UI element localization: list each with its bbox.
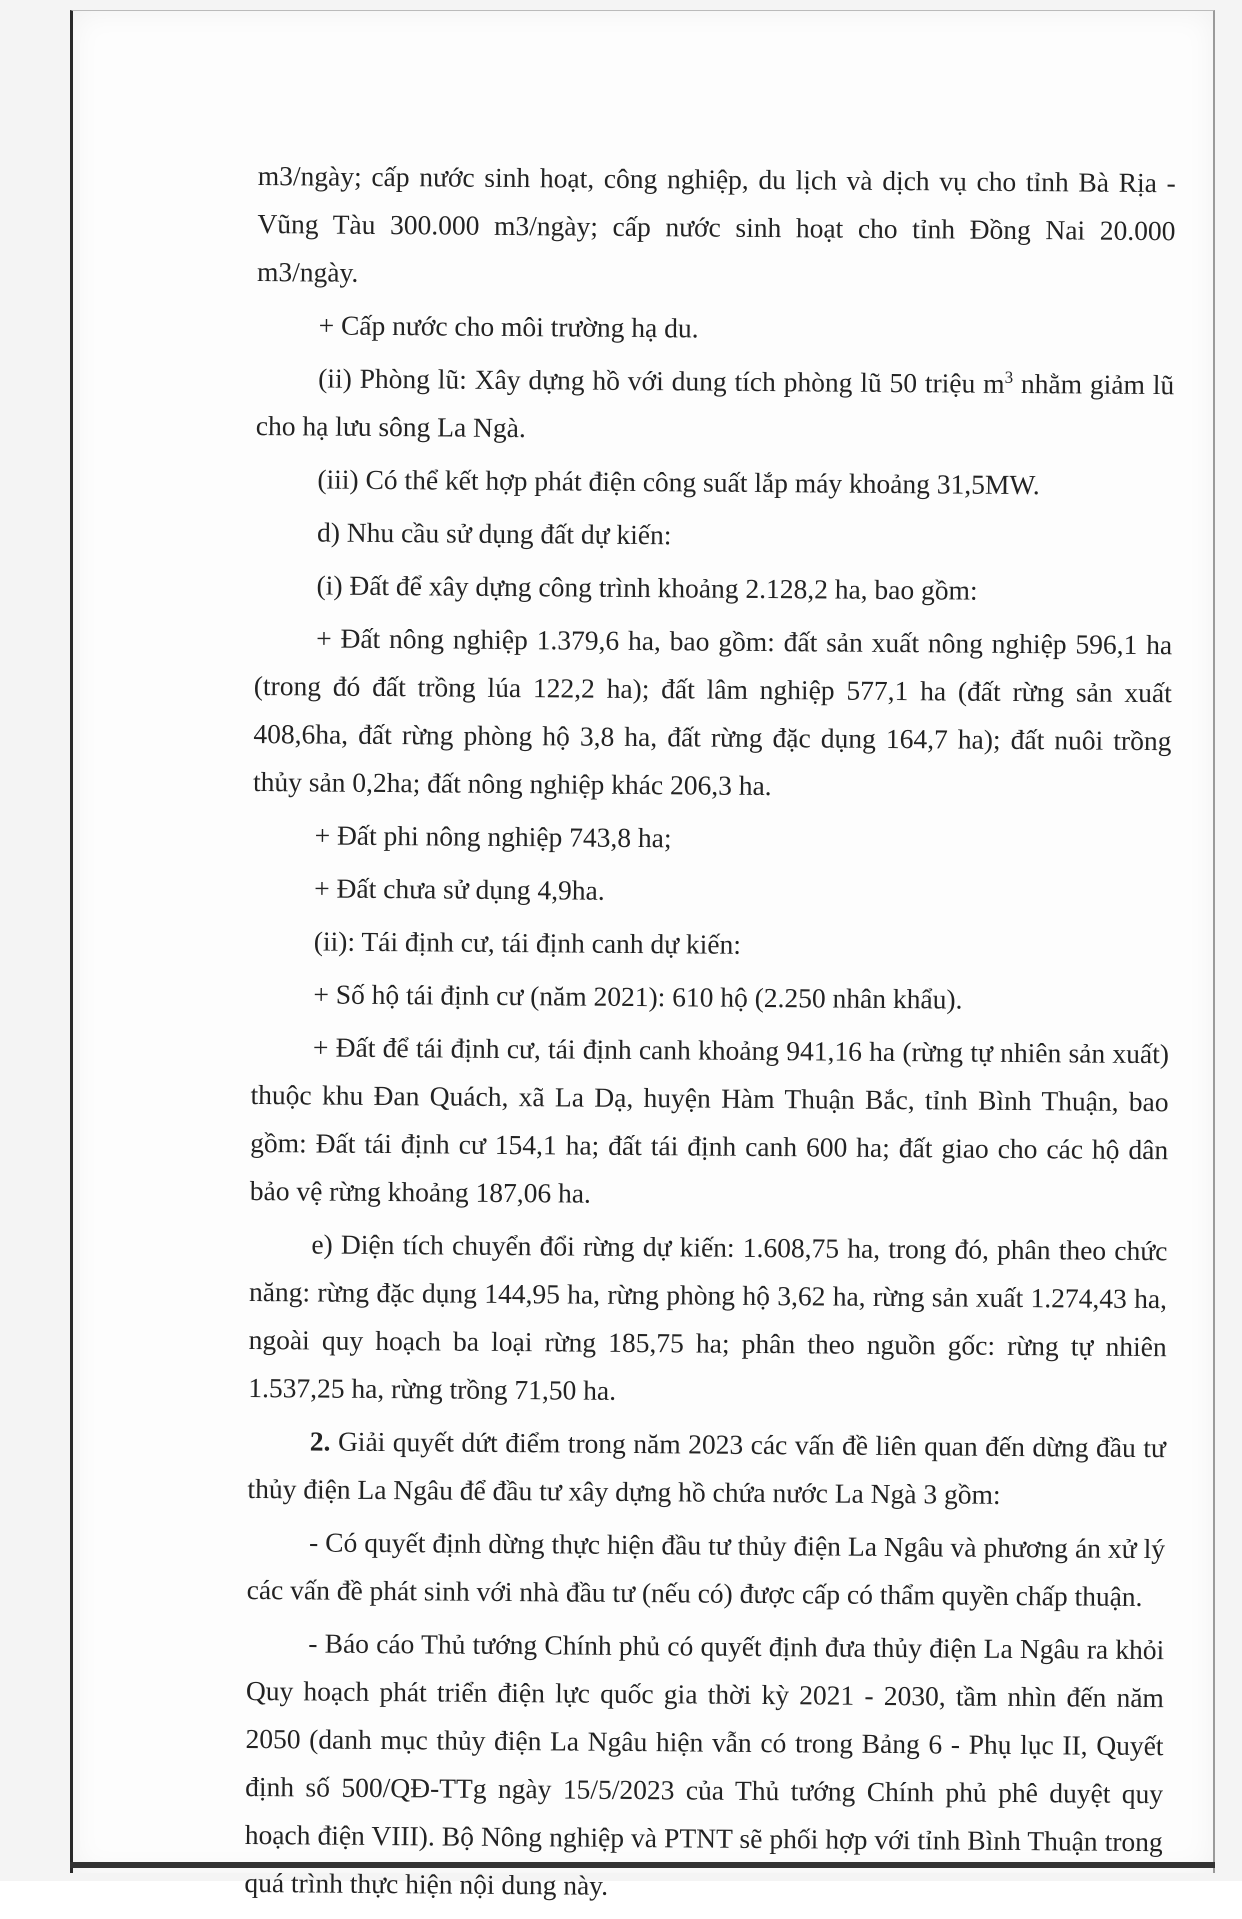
paragraph-resolve-la-ngau <box>247 1417 1166 1520</box>
flood-control-text: (ii) Phòng lũ: Xây dựng hồ với dung tích phòng lũ 50 triệu m <box>318 362 1005 399</box>
paragraph-agricultural-land: + Đất nông nghiệp 1.379,6 ha, bao gồm: đất sản xuất nông nghiệp 596,1 ha (trong đó đất trồng lúa 122,2 ha); đất lâm nghiệp 577,1 ha (đất rừng sản xuất 408,6ha, đất rừng phòng hộ 3,8 ha, đất rừng đặc dụng 164,7 ha); đất nuôi trồng thủy sản 0,2ha; đất nông nghiệp khác 206,3 ha. <box>252 622 1173 802</box>
flood-control-text-end: nhằm giảm lũ cho hạ lưu sông La Ngà. <box>255 367 1175 444</box>
paragraph-report-pm: - Báo cáo Thủ tướng Chính phủ có quyết định đưa thủy điện La Ngâu ra khỏi Quy hoạch phát triển điện lực quốc gia thời kỳ 2021 - 2030, tầm nhìn đến năm 2050 (danh mục thủy điện La Ngâu hiện vẫn có trong Bảng 6 - Phụ lục II, Quyết định số 500/QĐ-TTg ngày 15/5/2023 của Thủ tướng Chính phủ phê duyệt quy hoạch điện VIII). Bộ Nông nghiệp và PTNT sẽ phối hợp với tỉnh Bình Thuận trong quá trình thực hiện nội dung này. <box>244 1627 1165 1901</box>
section-number: 2. <box>309 1425 331 1457</box>
paragraph-resettlement-land: + Đất để tái định cư, tái định canh khoảng 941,16 ha (rừng tự nhiên sản xuất) thuộc khu Đan Quách, xã La Dạ, huyện Hàm Thuận Bắc, tỉnh Bình Thuận, bao gồm: Đất tái định cư 154,1 ha; đất tái định canh 600 ha; đất giao cho các hộ dân bảo vệ rừng khoảng 187,06 ha. <box>249 1031 1170 1209</box>
paragraph-flood-control <box>256 354 1175 457</box>
paragraph-stop-decision: - Có quyết định dừng thực hiện đầu tư thủy điện La Ngâu và phương án xử lý các vấn đề phát sinh với nhà đầu tư (nếu có) được cấp có thẩm quyền chấp thuận. <box>246 1526 1166 1612</box>
paragraph-resettlement: (ii): Tái định cư, tái định canh dự kiến: <box>313 925 742 960</box>
section-2-text: Giải quyết dứt điểm trong năm 2023 các vấn đề liên quan đến dừng đầu tư thủy điện La Ngâu để đầu tư xây dựng hồ chứa nước La Ngà 3 gồm: <box>247 1425 1166 1510</box>
paragraph-downstream-supply: + Cấp nước cho môi trường hạ du. <box>318 309 699 344</box>
cubic-superscript: 3 <box>1004 367 1014 387</box>
paragraph-water-supply: m3/ngày; cấp nước sinh hoạt, công nghiệp, du lịch và dịch vụ cho tỉnh Bà Rịa - Vũng Tàu 300.000 m3/ngày; cấp nước sinh hoạt cho tỉnh Đồng Nai 20.000 m3/ngày. <box>256 159 1176 288</box>
paragraph-construction-land: (i) Đất để xây dựng công trình khoảng 2.128,2 ha, bao gồm: <box>316 569 978 606</box>
paragraph-non-agricultural-land: + Đất phi nông nghiệp 743,8 ha; <box>314 819 672 854</box>
paragraph-land-demand: d) Nhu cầu sử dụng đất dự kiến: <box>316 516 672 551</box>
paragraph-forest-conversion: e) Diện tích chuyển đổi rừng dự kiến: 1.608,75 ha, trong đó, phân theo chức năng: rừng đặc dụng 144,95 ha, rừng phòng hộ 3,62 ha, rừng sản xuất 1.274,43 ha, ngoài quy hoạch ba loại rừng 185,75 ha; phân theo nguồn gốc: rừng tự nhiên 1.537,25 ha, rừng trồng 71,50 ha. <box>248 1228 1168 1406</box>
paragraph-power-generation: (iii) Có thể kết hợp phát điện công suất lắp máy khoảng 31,5MW. <box>317 463 1040 501</box>
paragraph-resettled-households: + Số hộ tái định cư (năm 2021): 610 hộ (2.250 nhân khẩu). <box>313 978 963 1015</box>
paragraph-unused-land: + Đất chưa sử dụng 4,9ha. <box>314 872 605 906</box>
document-body <box>244 152 1176 1919</box>
